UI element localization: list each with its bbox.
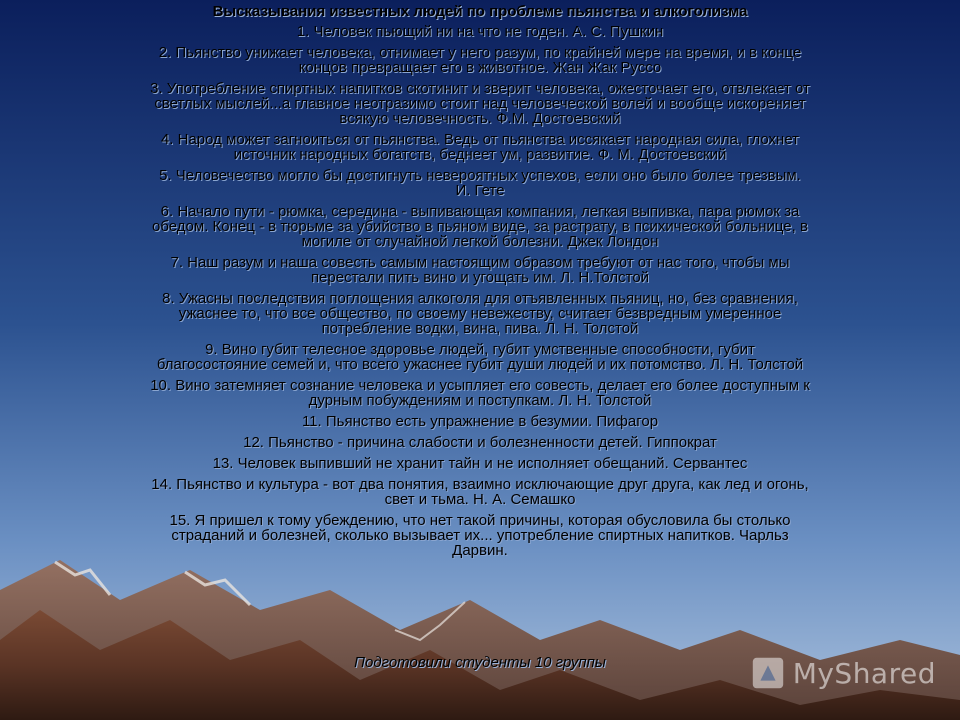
quote-item: 3. Употребление спиртных напитков скотинит и зверит человека, ожесточает его, отвлекает от светлых мыслей...а главное неотразимо стоит над человеческой волей и вообще искореняет всякую человечность. Ф.М. Достоевский [150,80,810,127]
quote-item: 8. Ужасны последствия поглощения алкоголя для отъявленных пьяниц, но, без сравнения, ужаснее то, что все общество, по своему невежеству, считает безвредным умеренное потребление водки, вина, пива. Л. Н. Толстой [162,290,798,337]
quote-item: 4. Народ может загноиться от пьянства. Ведь от пьянства иссякает народная сила, глохнет источник народных богатств, беднеет ум, развитие. Ф. М. Достоевский [160,131,800,163]
quote-item: 12. Пьянство - причина слабости и болезненности детей. Гиппократ [243,434,717,451]
quote-item: 9. Вино губит телесное здоровье людей, губит умственные способности, губит благосостояние семей и, что всего ужаснее губит души людей и их потомство. Л. Н. Толстой [156,341,804,373]
quote-item: 14. Пьянство и культура - вот два понятия, взаимно исключающие друг друга, как лед и огонь, свет и тьма. Н. А. Семашко [151,476,809,508]
slide-title: Высказывания известных людей по проблеме пьянства и алкоголизма [212,3,748,20]
slide-footer: Подготовили студенты 10 группы [354,654,606,671]
quote-list [150,24,810,564]
quote-item: 1. Человек пьющий ни на что не годен. А. С. Пушкин [296,23,664,40]
quote-item: 5. Человечество могло бы достигнуть невероятных успехов, если оно было более трезвым. И. Гете [159,167,801,199]
watermark[interactable] [749,654,936,692]
quote-item: 11. Пьянство есть упражнение в безумии. Пифагор [301,413,659,430]
myshared-logo-icon [749,654,787,692]
quote-item: 2. Пьянство унижает человека, отнимает у него разум, по крайней мере на время, и в конце концов превращает его в животное. Жан Жак Руссо [158,44,802,76]
quote-item: 15. Я пришел к тому убеждению, что нет такой причины, которая обусловила бы столько страданий и болезней, сколько вызывает их... употребление спиртных напитков. Чарльз Дарвин. [169,512,791,559]
quote-item: 13. Человек выпивший не хранит тайн и не исполняет обещаний. Сервантес [212,455,748,472]
quote-item: 7. Наш разум и наша совесть самым настоящим образом требуют от нас того, чтобы мы перестали пить вино и угощать им. Л. Н.Толстой [170,254,790,286]
watermark-text: MyShared [792,656,936,690]
quote-item: 6. Начало пути - рюмка, середина - выпивающая компания, легкая выпивка, пара рюмок за обедом. Конец - в тюрьме за убийство в пьяном виде, за растрату, в психической больнице, в могиле от случайной легкой болезни. Джек Лондон [152,203,808,250]
quote-item: 10. Вино затемняет сознание человека и усыпляет его совесть, делает его более доступным к дурным побуждениям и поступкам. Л. Н. Толстой [150,377,810,409]
